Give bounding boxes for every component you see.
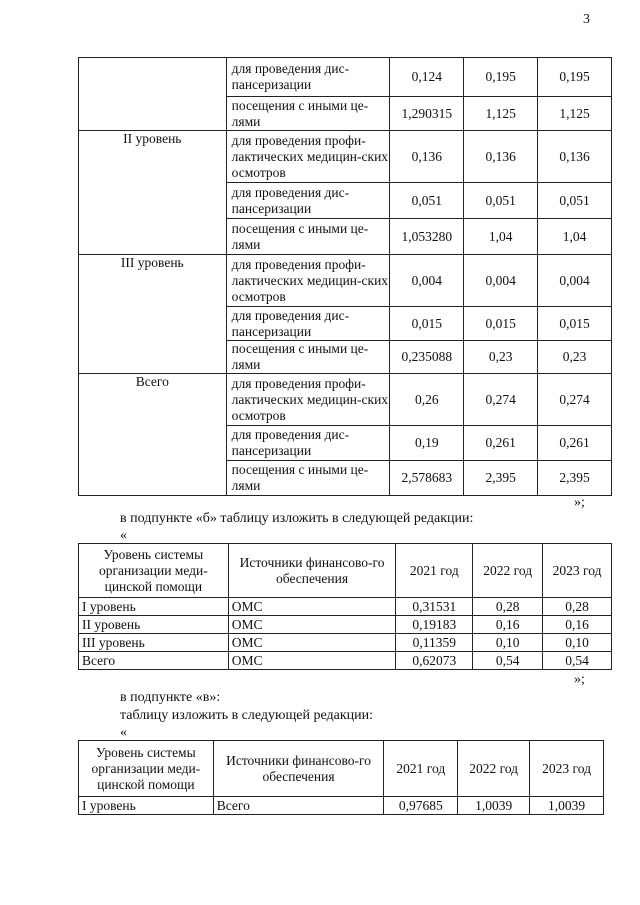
table-b	[78, 543, 612, 670]
value-2022: 0,23	[464, 341, 538, 374]
desc-cell: для проведения профи-лактических медицин-ских осмотров	[226, 374, 390, 426]
level-cell: Всего	[79, 652, 229, 670]
level-cell: II уровень	[79, 616, 229, 634]
table-row	[79, 634, 612, 652]
value-2023: 1,0039	[530, 797, 604, 815]
value-2022: 1,04	[464, 219, 538, 255]
value-2021: 1,053280	[390, 219, 464, 255]
header-2022: 2022 год	[458, 741, 530, 797]
desc-cell: для проведения дис-пансеризации	[226, 426, 390, 461]
desc-cell: для проведения профи-лактических медицин-ских осмотров	[226, 255, 390, 307]
header-source: Источники финансово-го обеспечения	[228, 544, 396, 598]
value-2023: 0,16	[543, 616, 612, 634]
value-2021: 0,015	[390, 307, 464, 341]
desc-cell: посещения с иными це-лями	[226, 219, 390, 255]
value-2022: 0,195	[464, 58, 538, 97]
desc-cell: для проведения дис-пансеризации	[226, 58, 390, 97]
paragraph-b: в подпункте «б» таблицу изложить в следующей редакции:	[120, 511, 474, 526]
level-cell: I уровень	[79, 797, 214, 815]
table-row	[79, 797, 604, 815]
header-2021: 2021 год	[384, 741, 458, 797]
paragraph-v-1: в подпункте «в»:	[120, 690, 221, 705]
value-2023: 0,195	[538, 58, 612, 97]
value-2022: 0,54	[473, 652, 543, 670]
value-2023: 0,136	[538, 131, 612, 183]
value-2021: 0,19	[390, 426, 464, 461]
table-row	[79, 652, 612, 670]
close-quote: »;	[574, 672, 585, 687]
value-2023: 1,125	[538, 97, 612, 131]
value-2022: 0,015	[464, 307, 538, 341]
value-2022: 0,274	[464, 374, 538, 426]
table-header-row	[79, 544, 612, 598]
value-2022: 0,10	[473, 634, 543, 652]
value-2021: 1,290315	[390, 97, 464, 131]
paragraph-v-2: таблицу изложить в следующей редакции:	[120, 708, 374, 723]
table-row	[79, 58, 612, 97]
header-2021: 2021 год	[396, 544, 473, 598]
value-2022: 0,16	[473, 616, 543, 634]
header-2023: 2023 год	[543, 544, 612, 598]
value-2023: 2,395	[538, 461, 612, 496]
table-row	[79, 255, 612, 307]
value-2023: 0,015	[538, 307, 612, 341]
table-v	[78, 740, 604, 815]
value-2022: 0,051	[464, 183, 538, 219]
value-2022: 0,261	[464, 426, 538, 461]
desc-cell: посещения с иными це-лями	[226, 461, 390, 496]
header-2023: 2023 год	[530, 741, 604, 797]
value-2022: 1,0039	[458, 797, 530, 815]
value-2023: 0,051	[538, 183, 612, 219]
value-2021: 0,051	[390, 183, 464, 219]
value-2021: 0,62073	[396, 652, 473, 670]
value-2023: 0,54	[543, 652, 612, 670]
source-cell: Всего	[213, 797, 384, 815]
open-quote: «	[120, 725, 127, 740]
close-quote: »;	[574, 495, 585, 510]
value-2022: 0,004	[464, 255, 538, 307]
value-2023: 0,274	[538, 374, 612, 426]
value-2023: 0,004	[538, 255, 612, 307]
table-header-row	[79, 741, 604, 797]
value-2021: 0,004	[390, 255, 464, 307]
value-2023: 1,04	[538, 219, 612, 255]
level-cell: II уровень	[79, 131, 227, 255]
value-2021: 0,19183	[396, 616, 473, 634]
table-row	[79, 131, 612, 183]
level-cell: Всего	[79, 374, 227, 496]
value-2023: 0,28	[543, 598, 612, 616]
source-cell: ОМС	[228, 634, 396, 652]
level-cell	[79, 58, 227, 131]
level-cell: III уровень	[79, 634, 229, 652]
value-2022: 2,395	[464, 461, 538, 496]
desc-cell: посещения с иными це-лями	[226, 341, 390, 374]
source-cell: ОМС	[228, 616, 396, 634]
desc-cell: для проведения дис-пансеризации	[226, 183, 390, 219]
table-row	[79, 616, 612, 634]
desc-cell: посещения с иными це-лями	[226, 97, 390, 131]
value-2021: 0,124	[390, 58, 464, 97]
desc-cell: для проведения профи-лактических медицин-ских осмотров	[226, 131, 390, 183]
header-2022: 2022 год	[473, 544, 543, 598]
value-2022: 0,136	[464, 131, 538, 183]
value-2023: 0,23	[538, 341, 612, 374]
source-cell: ОМС	[228, 598, 396, 616]
value-2021: 2,578683	[390, 461, 464, 496]
desc-cell: для проведения дис-пансеризации	[226, 307, 390, 341]
value-2021: 0,136	[390, 131, 464, 183]
value-2021: 0,31531	[396, 598, 473, 616]
level-cell: III уровень	[79, 255, 227, 374]
value-2021: 0,97685	[384, 797, 458, 815]
source-cell: ОМС	[228, 652, 396, 670]
open-quote: «	[120, 528, 127, 543]
level-cell: I уровень	[79, 598, 229, 616]
header-level: Уровень системы организации меди-цинской помощи	[79, 544, 229, 598]
table-row	[79, 374, 612, 426]
value-2022: 1,125	[464, 97, 538, 131]
page-number: 3	[583, 12, 590, 27]
header-level: Уровень системы организации меди-цинской помощи	[79, 741, 214, 797]
table-row	[79, 598, 612, 616]
header-source: Источники финансово-го обеспечения	[213, 741, 384, 797]
value-2022: 0,28	[473, 598, 543, 616]
value-2021: 0,11359	[396, 634, 473, 652]
value-2023: 0,10	[543, 634, 612, 652]
table-visits-by-level	[78, 57, 612, 496]
value-2023: 0,261	[538, 426, 612, 461]
value-2021: 0,26	[390, 374, 464, 426]
value-2021: 0,235088	[390, 341, 464, 374]
